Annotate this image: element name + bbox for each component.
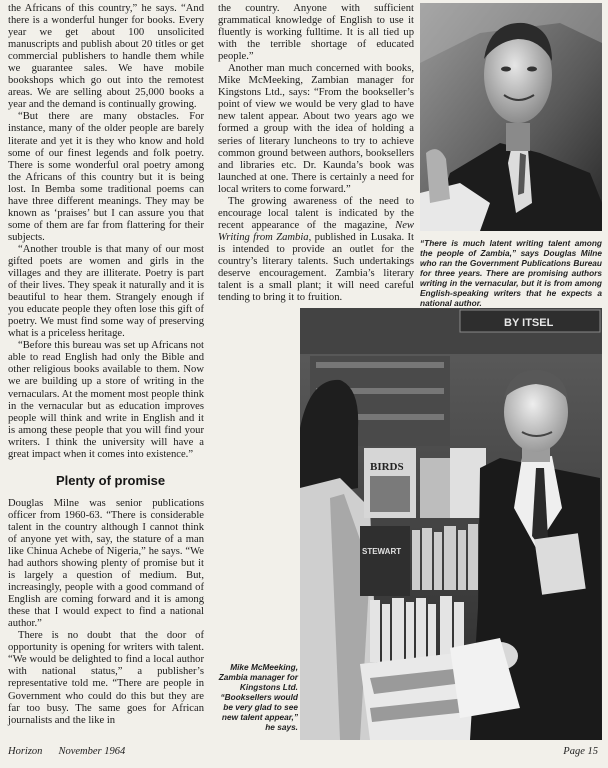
paragraph: the country. Anyone with sufficient grammatical knowledge of English to use it fluently is working fulltime. It is all tied up with the terrible shortage of educated people.” xyxy=(218,3,414,63)
book-title-birds: BIRDS xyxy=(370,461,404,473)
magazine-title: New Writing from Zambia xyxy=(218,219,414,243)
paragraph xyxy=(218,196,414,304)
bookshop-photo-image xyxy=(300,308,602,740)
paragraph: Another man much concerned with books, Mike McMeeking, Zambian manager for Kingstons Ltd., says: “From the bookseller’s point of view we would be very glad to have new talent appear. About two years ago we formed a group with the idea of holding a series of literary luncheons to try to achieve common ground between authors, booksellers and libraries etc. Dr. Kaunda’s book was launched at one. There is certainly a need for local writers to come forward.” xyxy=(218,63,414,195)
issue-date: November 1964 xyxy=(58,746,126,757)
paragraph: Douglas Milne was senior publications officer from 1960-63. “There is considerable talent in the country although I cannot think of anyone yet with, say, the stature of a man like Chinua Achebe of Nigeria,” he says. “We had authors showing plenty of promise but it is largely a question of medium. But, increasingly, people with a good command of English are coming forward and it is among these that I would expect to find a national author.” xyxy=(8,497,204,630)
magazine-name: Horizon xyxy=(8,746,43,757)
article-column-left xyxy=(8,3,204,727)
photo-caption-bookshop: Mike McMeeking, Zambia manager for Kingstons Ltd. “Booksellers would be very glad to see new talent appear,” he says. xyxy=(218,662,298,732)
portrait-photo-image xyxy=(420,3,602,231)
paragraph: “Another trouble is that many of our most gifted poets are women and girls in the villages and they are illiterate. Poetry is part of their lives. They speak it naturally and it is beautiful to hear them. Strangely enough if you educate people they often lose this gift of poetry. We must find some way of preserving what is a priceless heritage. xyxy=(8,243,204,340)
photo-caption-portrait: “There is much latent writing talent among the people of Zambia,” says Douglas Milne who ran the Government Publications Bureau for three years. There are promising authors writing in the vernacular, but it is from among English-speaking writers that he expects a national author. xyxy=(420,238,602,308)
article-column-middle xyxy=(218,3,414,304)
paragraph: the Africans of this country,” he says. “And there is a wonderful hunger for books. Every year we get about 100 unsolicited manuscripts and publish about 20 titles or get commercial publishers to handle them while we guarantee sales. We have mobile bookshops which go out into the remotest areas. We are selling about 25,000 books a year and the demand is continually growing. xyxy=(8,3,204,111)
footer-publication xyxy=(8,746,125,757)
paragraph: “But there are many obstacles. For instance, many of the older people are barely literate and yet it is they who know and hold some of our finest legends and folk poetry. There is some wonderful oral poetry among the Africans of this country but it is being lost. In Bemba some traditional poems can have three different meanings. They may be known as ‘praises’ but I can assure you that some of them are far from flattering for their subjects. xyxy=(8,111,204,243)
page-number: Page 15 xyxy=(563,746,598,757)
subheading: Plenty of promise xyxy=(56,472,166,488)
paragraph-text: , published in Lusaka. It is intended to provide an outlet for the country’s literary talents. Such undertakings deserve encouragement. Zambia’s literary talent is a small plant; it will need careful tending to bring it to fruition. xyxy=(218,231,414,304)
paragraph-text: The growing awareness of the need to encourage local talent is indicated by the recent appearance of the magazine, xyxy=(218,195,414,231)
book-title-stewart: STEWART xyxy=(362,547,402,556)
portrait-photo xyxy=(420,3,602,231)
paragraph: There is no doubt that the door of opportunity is opening for writers with talent. “We would be delighted to find a local author with national status,” a publisher’s representative told me. “There are people in Government who could do this but they are far too busy. The same goes for African journalists and the like in xyxy=(8,630,204,726)
paragraph: “Before this bureau was set up Africans not able to read English had only the Bible and other religious books available to them. Now we are building up a store of writing in the vernaculars. At the moment most people think in the vernacular but as education improves people will think and write in English and it is among these people that you will find your writers. I think the university will have a great impact when it comes into existence.” xyxy=(8,340,204,460)
bookshop-photo xyxy=(300,308,602,740)
store-sign-text: BY ITSEL xyxy=(504,317,554,329)
